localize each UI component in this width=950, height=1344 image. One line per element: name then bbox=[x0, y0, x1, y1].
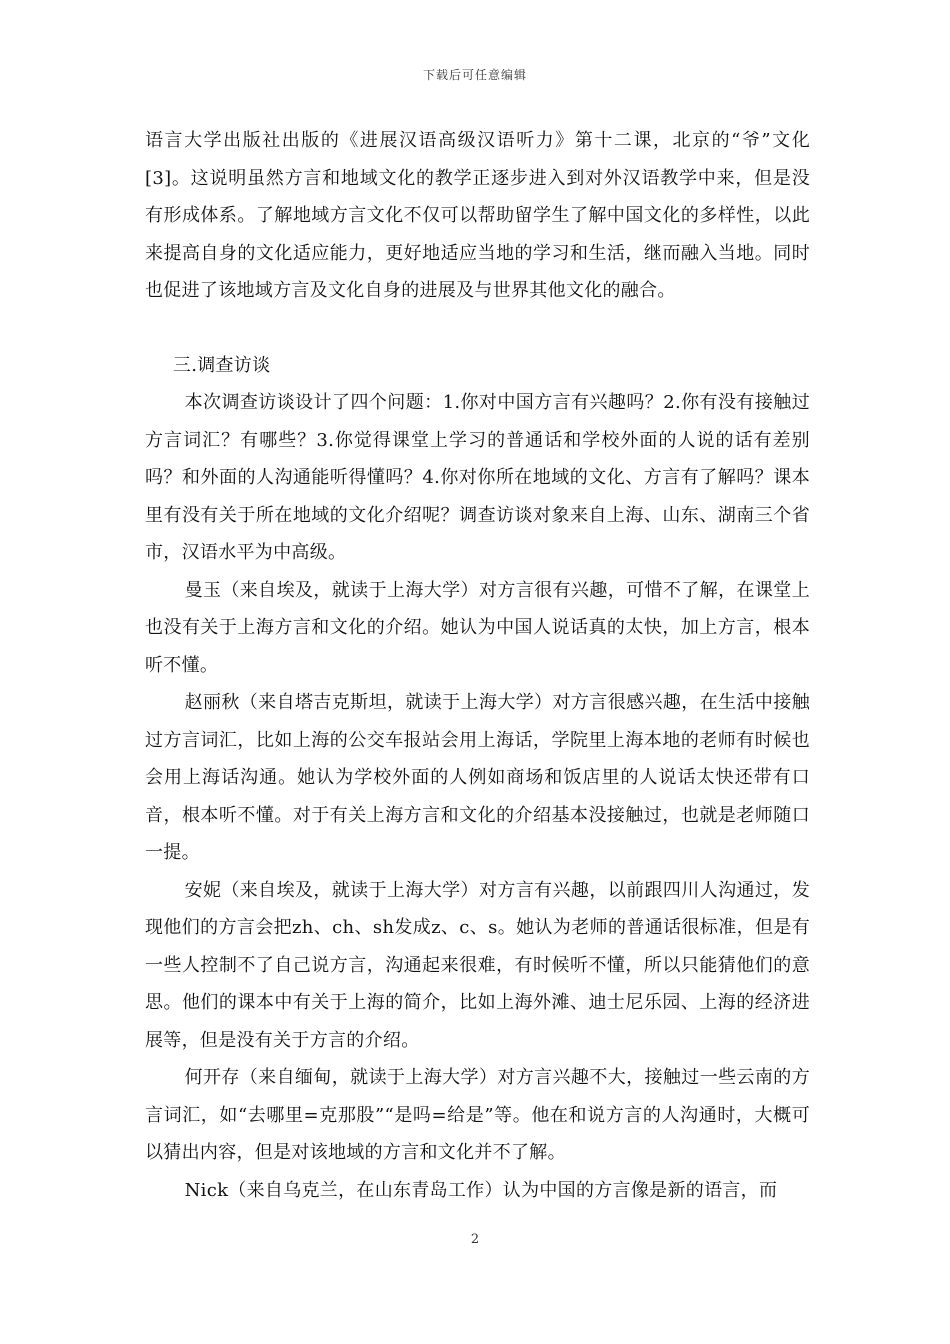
paragraph-interviewee-manyu: 曼玉（来自埃及，就读于上海大学）对方言很有兴趣，可惜不了解，在课堂上也没有关于上海方言和文化的介绍。她认为中国人说话真的太快，加上方言，根本听不懂。 bbox=[145, 579, 810, 676]
paragraph-interviewee-zhaoliqiu: 赵丽秋（来自塔吉克斯坦，就读于上海大学）对方言很感兴趣，在生活中接触过方言词汇，比如上海的公交车报站会用上海话，学院里上海本地的老师有时候也会用上海话沟通。她认为学校外面的人例如商场和饭店里的人说话太快还带有口音，根本听不懂。对于有关上海方言和文化的介绍基本没接触过，也就是老师随口一提。 bbox=[145, 692, 810, 863]
paragraph-interviewee-hekaicun: 何开存（来自缅甸，就读于上海大学）对方言兴趣不大，接触过一些云南的方言词汇，如“去哪里=克那股”“是吗=给是”等。他在和说方言的人沟通时，大概可以猜出内容，但是对该地域的方言和文化并不了解。 bbox=[145, 1067, 810, 1163]
document-body bbox=[145, 122, 810, 1209]
paragraph-interviewee-nick: Nick（来自乌克兰，在山东青岛工作）认为中国的方言像是新的语言，而 bbox=[184, 1179, 778, 1201]
paragraph-interviewee-anni: 安妮（来自埃及，就读于上海大学）对方言有兴趣，以前跟四川人沟通过，发现他们的方言会把zh、ch、sh发成z、c、s。她认为老师的普通话很标准，但是有一些人控制不了自己说方言，沟通起来很难，有时候听不懂，所以只能猜他们的意思。他们的课本中有关于上海的简介，比如上海外滩、迪士尼乐园、上海的经济进展等，但是没有关于方言的介绍。 bbox=[145, 879, 810, 1051]
paragraph-survey-design: 本次调查访谈设计了四个问题：1.你对中国方言有兴趣吗？2.你有没有接触过方言词汇？有哪些？3.你觉得课堂上学习的普通话和学校外面的人说的话有差别吗？和外面的人沟通能听得懂吗？4.你对你所在地域的文化、方言有了解吗？课本里有没有关于所在地域的文化介绍呢？调查访谈对象来自上海、山东、湖南三个省市，汉语水平为中高级。 bbox=[145, 392, 810, 563]
paragraph-continuation: 语言大学出版社出版的《进展汉语高级汉语听力》第十二课，北京的“爷”文化[3]。这说明虽然方言和地域文化的教学正逐步进入到对外汉语教学中来，但是没有形成体系。了解地域方言文化不仅可以帮助留学生了解中国文化的多样性，以此来提高自身的文化适应能力，更好地适应当地的学习和生活，继而融入当地。同时也促进了该地域方言及文化自身的进展及与世界其他文化的融合。 bbox=[145, 130, 810, 301]
page-number: 2 bbox=[470, 1232, 480, 1247]
section-heading: 三.调查访谈 bbox=[172, 354, 271, 376]
page-header-note: 下载后可任意编辑 bbox=[422, 68, 527, 82]
